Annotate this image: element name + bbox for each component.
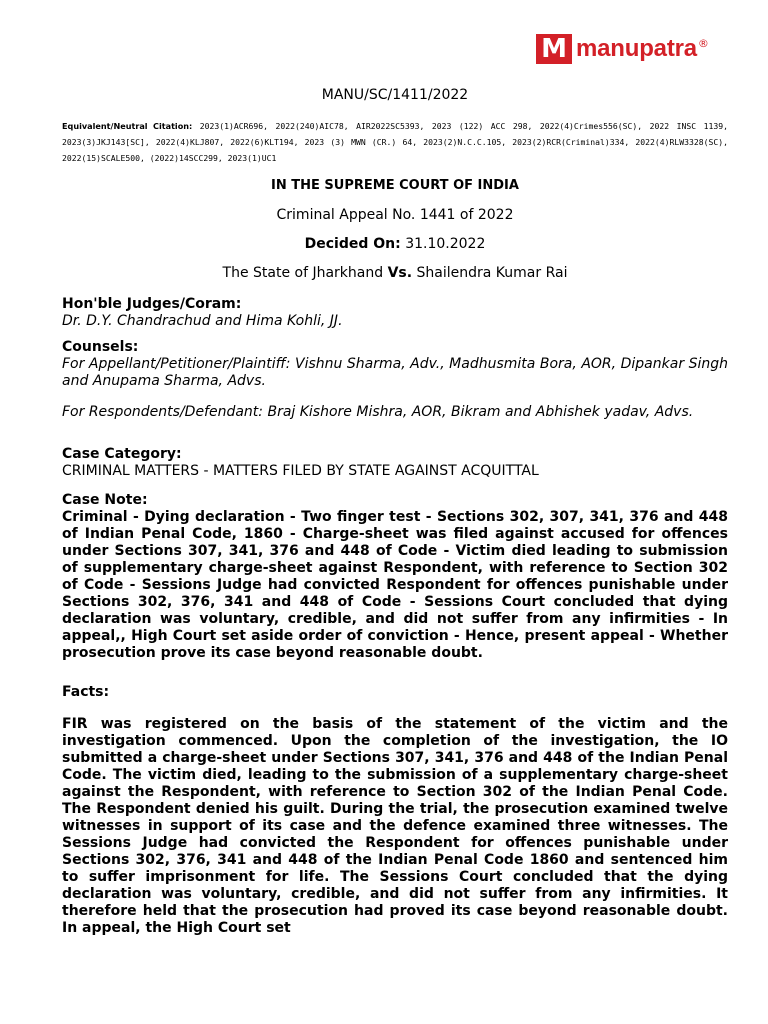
case-category-heading: Case Category: [62,446,182,462]
facts-heading-block [62,684,728,701]
party-appellant: The State of Jharkhand [222,265,384,281]
case-note-section [62,492,728,662]
judges-names: Dr. D.Y. Chandrachud and Hima Kohli, JJ. [62,313,343,329]
case-parties [62,265,728,281]
facts-heading: Facts: [62,684,110,700]
counsel-respondent: For Respondents/Defendant: Braj Kishore Mishra, AOR, Bikram and Abhishek yadav, Advs. [62,404,694,420]
versus-label: Vs. [387,265,413,281]
decided-on [62,236,728,252]
manupatra-logo-text: manupatra [576,35,697,62]
judges-heading: Hon'ble Judges/Coram: [62,296,242,312]
counsels-section [62,339,728,421]
equivalent-citation [62,118,728,166]
court-name: IN THE SUPREME COURT OF INDIA [271,178,519,193]
decided-date: 31.10.2022 [405,236,486,252]
citation-text: 2023(1)ACR696, 2022(240)AIC78, AIR2022SC5393, 2023 (122) ACC 298, 2022(4)Crimes556(SC), 2022 INSC 1139, 2023(3)JKJ143[SC], 2022(4)KLJ807, 2022(6)KLT194, 2023 (3) MWN (CR.) 64, 2023(2)N.C.C.105, 2023(2)RCR(Criminal)334, 2022(4)RLW3328(SC), 2022(15)SCALE500, (2022)14SCC299, 2023(1)UC1 [62,121,729,163]
facts-text: FIR was registered on the basis of the statement of the victim and the investigation commenced. Upon the completion of the investigation, the IO submitted a charge-sheet under Sections 307, 341, 376 and 448 of the Indian Penal Code. The victim died, leading to the submission of a supplementary charge-sheet against the Respondent, with reference to Section 302 of the Indian Penal Code. The Respondent denied his guilt. During the trial, the prosecution examined twelve witnesses in support of its case and the defence examined three witnesses. The Sessions Judge had convicted the Respondent for offences punishable under Sections 302, 376, 341 and 448 of the Indian Penal Code 1860 and sentenced him to suffer imprisonment for life. The Sessions Court concluded that the dying declaration was voluntary, credible, and did not suffer from any infirmities. It therefore held that the prosecution had proved its case beyond reasonable doubt. In appeal, the High Court set [62,716,728,936]
citation-label: Equivalent/Neutral Citation: [62,121,193,131]
manupatra-logo [536,34,709,64]
counsel-appellant: For Appellant/Petitioner/Plaintiff: Vishnu Sharma, Adv., Madhusmita Bora, AOR, Dipankar Singh and Anupama Sharma, Advs. [62,356,728,389]
case-category-section [62,446,728,480]
judges-section [62,296,728,330]
case-note-text: Criminal - Dying declaration - Two finger test - Sections 302, 307, 341, 376 and 448 of Indian Penal Code, 1860 - Charge-sheet was filed against accused for offences under Sections 307, 341, 376 and 448 of Code - Victim died leading to submission of supplementary charge-sheet against Respondent, with reference to Section 302 of Code - Sessions Judge had convicted Respondent for offences punishable under Sections 302, 376, 341 and 448 of Code - Sessions Court concluded that dying declaration was voluntary, credible, and did not suffer from any infirmities - In appeal,, High Court set aside order of conviction - Hence, present appeal - Whether prosecution prove its case beyond reasonable doubt. [62,509,728,661]
decided-label: Decided On: [304,236,401,252]
registered-mark: ® [697,36,709,50]
facts-section [62,716,728,937]
party-respondent: Shailendra Kumar Rai [416,265,568,281]
counsels-heading: Counsels: [62,339,139,355]
manu-number: MANU/SC/1411/2022 [321,87,469,103]
case-note-heading: Case Note: [62,492,148,508]
manupatra-logo-icon: M [536,34,572,64]
appeal-number: Criminal Appeal No. 1441 of 2022 [276,207,514,223]
case-category-value: CRIMINAL MATTERS - MATTERS FILED BY STATE AGAINST ACQUITTAL [62,463,539,479]
